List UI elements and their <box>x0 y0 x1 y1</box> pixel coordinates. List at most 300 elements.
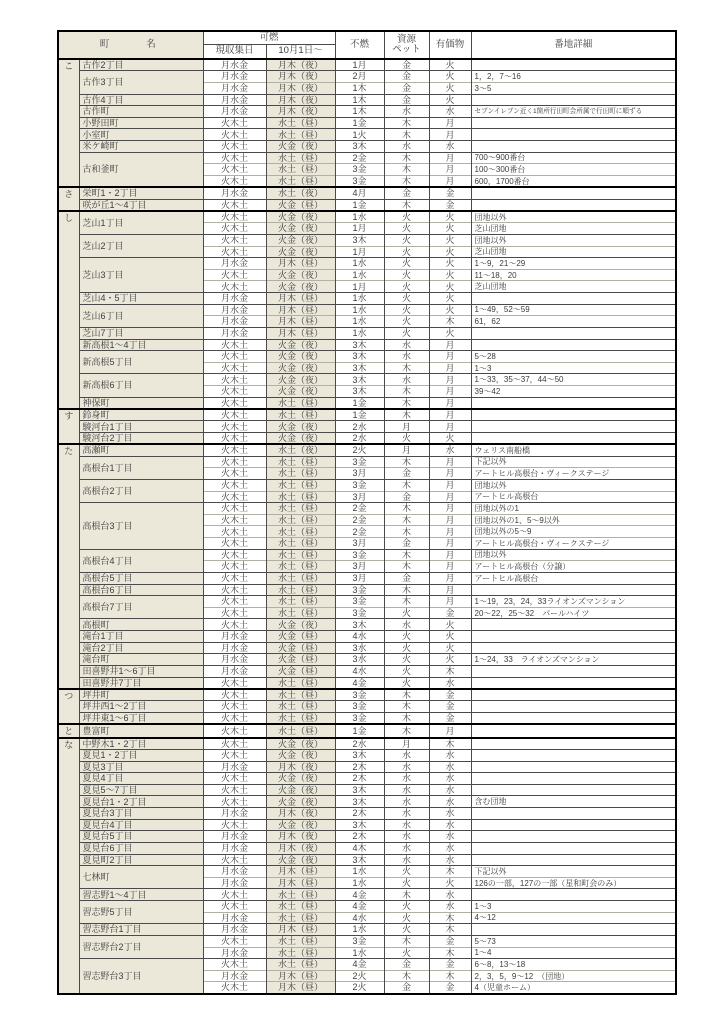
detail-cell: 団地以外の5～9 <box>471 526 676 538</box>
town-name-cell: 中野木1・2丁目 <box>79 738 203 750</box>
nonburnable-cell: 1月 <box>335 59 384 71</box>
table-row <box>58 773 676 785</box>
nonburnable-cell: 3月 <box>335 572 384 584</box>
nonburnable-cell: 4水 <box>335 631 384 643</box>
detail-cell: 1～33，35～37，44～50 <box>471 374 676 386</box>
table-row <box>58 117 676 129</box>
current-days-cell: 火木土 <box>203 749 266 761</box>
nonburnable-cell: 1水 <box>335 947 384 959</box>
new-days-cell: 月木（夜） <box>266 831 335 843</box>
nonburnable-cell: 3木 <box>335 819 384 831</box>
valuables-cell: 月 <box>429 339 471 351</box>
resource-cell: 水 <box>384 619 429 631</box>
nonburnable-cell: 2木 <box>335 808 384 820</box>
nonburnable-cell: 2木 <box>335 831 384 843</box>
new-days-cell: 火金（昼） <box>266 642 335 654</box>
nonburnable-cell: 1水 <box>335 258 384 270</box>
detail-cell: 700～900番台 <box>471 152 676 164</box>
detail-cell <box>471 761 676 773</box>
nonburnable-cell: 3木 <box>335 141 384 153</box>
new-days-cell: 火金（夜） <box>266 211 335 223</box>
town-name-cell: 夏見町2丁目 <box>79 854 203 866</box>
current-days-cell: 火木土 <box>203 701 266 713</box>
current-days-cell: 火木土 <box>203 374 266 386</box>
detail-cell: 600，1700番台 <box>471 175 676 187</box>
resource-cell: 水 <box>384 339 429 351</box>
table-row <box>58 374 676 386</box>
table-row <box>58 842 676 854</box>
new-days-cell: 月木（昼） <box>266 877 335 889</box>
valuables-cell: 月 <box>429 175 471 187</box>
current-days-cell: 月水金 <box>203 187 266 199</box>
nonburnable-cell: 1水 <box>335 877 384 889</box>
town-name-cell: 芝山2丁目 <box>79 234 203 257</box>
new-days-cell: 水土（昼） <box>266 596 335 608</box>
current-days-cell: 火木土 <box>203 129 266 141</box>
valuables-cell: 月 <box>429 724 471 737</box>
table-row <box>58 187 676 199</box>
section-kana-cell: た <box>58 444 79 689</box>
valuables-cell: 月 <box>429 397 471 409</box>
detail-cell: 61，62 <box>471 316 676 328</box>
new-days-cell: 水土（昼） <box>266 561 335 573</box>
table-row <box>58 584 676 596</box>
table-row <box>58 761 676 773</box>
current-days-cell: 火木土 <box>203 223 266 235</box>
current-days-cell: 火木土 <box>203 738 266 750</box>
current-days-cell: 火木土 <box>203 362 266 374</box>
valuables-cell: 木 <box>429 970 471 982</box>
table-row <box>58 572 676 584</box>
nonburnable-cell: 1水 <box>335 293 384 305</box>
new-days-cell: 月木（夜） <box>266 71 335 83</box>
new-days-cell: 水土（夜） <box>266 444 335 456</box>
new-days-cell: 火金（夜） <box>266 433 335 445</box>
current-days-cell: 火木土 <box>203 397 266 409</box>
resource-cell: 木 <box>384 164 429 176</box>
table-row <box>58 409 676 421</box>
table-row <box>58 654 676 666</box>
detail-cell: 1～4 <box>471 947 676 959</box>
resource-cell: 火 <box>384 642 429 654</box>
nonburnable-cell: 4金 <box>335 901 384 913</box>
current-days-cell: 月水金 <box>203 912 266 924</box>
nonburnable-cell: 3木 <box>335 796 384 808</box>
resource-cell: 火 <box>384 433 429 445</box>
resource-cell: 木 <box>384 129 429 141</box>
nonburnable-cell: 3木 <box>335 619 384 631</box>
town-name-cell: 習志野台2丁目 <box>79 935 203 958</box>
valuables-cell: 水 <box>429 784 471 796</box>
nonburnable-cell: 3月 <box>335 468 384 480</box>
new-days-cell: 水土（昼） <box>266 538 335 550</box>
detail-cell: 100～300番台 <box>471 164 676 176</box>
detail-cell <box>471 724 676 737</box>
detail-cell: セブンイレブン近く1箇所行田町会所属で行田町に順ずる <box>471 106 676 118</box>
table-row <box>58 831 676 843</box>
new-days-cell: 水土（昼） <box>266 724 335 737</box>
nonburnable-cell: 3金 <box>335 479 384 491</box>
valuables-cell: 月 <box>429 468 471 480</box>
resource-cell: 水 <box>384 141 429 153</box>
table-row <box>58 819 676 831</box>
resource-cell: 火 <box>384 304 429 316</box>
resource-cell: 水 <box>384 796 429 808</box>
valuables-cell: 水 <box>429 901 471 913</box>
valuables-cell: 金 <box>429 689 471 701</box>
new-days-cell: 火金（昼） <box>266 665 335 677</box>
town-name-cell: 坪井町 <box>79 689 203 701</box>
nonburnable-cell: 1木 <box>335 82 384 94</box>
new-days-cell: 火金（夜） <box>266 386 335 398</box>
detail-cell <box>471 924 676 936</box>
resource-cell: 木 <box>384 362 429 374</box>
resource-cell: 金 <box>384 959 429 971</box>
town-name-cell: 高根台6丁目 <box>79 584 203 596</box>
valuables-cell: 金 <box>429 187 471 199</box>
valuables-cell: 木 <box>429 912 471 924</box>
valuables-cell: 水 <box>429 677 471 689</box>
nonburnable-cell: 1金 <box>335 199 384 211</box>
table-row <box>58 689 676 701</box>
resource-cell: 木 <box>384 712 429 724</box>
resource-cell: 木 <box>384 561 429 573</box>
valuables-cell: 金 <box>429 982 471 994</box>
new-days-cell: 火金（夜） <box>266 234 335 246</box>
valuables-cell: 火 <box>429 94 471 106</box>
detail-cell: 126の一部，127の一部（星和町会のみ） <box>471 877 676 889</box>
detail-cell: 5～73 <box>471 935 676 947</box>
valuables-cell: 木 <box>429 924 471 936</box>
nonburnable-cell: 1月 <box>335 246 384 258</box>
table-row <box>58 935 676 947</box>
detail-cell <box>471 642 676 654</box>
town-name-cell: 鈴身町 <box>79 409 203 421</box>
table-row <box>58 304 676 316</box>
detail-cell: 芝山団地 <box>471 281 676 293</box>
current-days-cell: 火木土 <box>203 549 266 561</box>
valuables-cell: 火 <box>429 642 471 654</box>
valuables-cell: 水 <box>429 842 471 854</box>
table-row <box>58 433 676 445</box>
resource-cell: 木 <box>384 970 429 982</box>
new-days-cell: 火金（夜） <box>266 784 335 796</box>
resource-cell: 金 <box>384 538 429 550</box>
valuables-cell: 金 <box>429 199 471 211</box>
header-from-oct1: 10月1日～ <box>266 45 335 60</box>
resource-cell: 火 <box>384 211 429 223</box>
town-name-cell: 高根台3丁目 <box>79 503 203 550</box>
valuables-cell: 月 <box>429 117 471 129</box>
valuables-cell: 火 <box>429 327 471 339</box>
table-row <box>58 339 676 351</box>
current-days-cell: 火木土 <box>203 784 266 796</box>
nonburnable-cell: 3金 <box>335 607 384 619</box>
nonburnable-cell: 3木 <box>335 784 384 796</box>
valuables-cell: 水 <box>429 889 471 901</box>
current-days-cell: 火木土 <box>203 117 266 129</box>
town-name-cell: 古作2丁目 <box>79 59 203 71</box>
current-days-cell: 火木土 <box>203 689 266 701</box>
collection-schedule-sheet <box>57 30 677 995</box>
resource-cell: 木 <box>384 526 429 538</box>
new-days-cell: 月木（昼） <box>266 316 335 328</box>
detail-cell <box>471 129 676 141</box>
nonburnable-cell: 3木 <box>335 386 384 398</box>
town-name-cell: 高根台2丁目 <box>79 479 203 502</box>
header-current-days: 現収集日 <box>203 45 266 60</box>
nonburnable-cell: 2火 <box>335 444 384 456</box>
valuables-cell: 火 <box>429 654 471 666</box>
nonburnable-cell: 4水 <box>335 665 384 677</box>
valuables-cell: 火 <box>429 304 471 316</box>
table-row <box>58 479 676 491</box>
valuables-cell: 火 <box>429 211 471 223</box>
resource-cell: 木 <box>384 152 429 164</box>
valuables-cell: 木 <box>429 947 471 959</box>
table-row <box>58 152 676 164</box>
valuables-cell: 水 <box>429 106 471 118</box>
valuables-cell: 火 <box>429 281 471 293</box>
valuables-cell: 水 <box>429 141 471 153</box>
current-days-cell: 月水金 <box>203 327 266 339</box>
detail-cell: アートヒル高根台・ヴィークステージ <box>471 468 676 480</box>
nonburnable-cell: 1水 <box>335 211 384 223</box>
new-days-cell: 水土（昼） <box>266 456 335 468</box>
nonburnable-cell: 3木 <box>335 339 384 351</box>
valuables-cell: 火 <box>429 246 471 258</box>
new-days-cell: 月木（昼） <box>266 970 335 982</box>
nonburnable-cell: 3水 <box>335 654 384 666</box>
new-days-cell: 火金（夜） <box>266 351 335 363</box>
new-days-cell: 月木（夜） <box>266 94 335 106</box>
current-days-cell: 火木土 <box>203 421 266 433</box>
detail-cell <box>471 819 676 831</box>
town-name-cell: 高根町 <box>79 619 203 631</box>
valuables-cell: 月 <box>429 596 471 608</box>
town-name-cell: 駿河台1丁目 <box>79 421 203 433</box>
town-name-cell: 小室町 <box>79 129 203 141</box>
resource-cell: 木 <box>384 514 429 526</box>
current-days-cell: 月水金 <box>203 665 266 677</box>
table-row <box>58 889 676 901</box>
town-name-cell: 夏見5～7丁目 <box>79 784 203 796</box>
valuables-cell: 水 <box>429 761 471 773</box>
town-name-cell: 夏見台3丁目 <box>79 808 203 820</box>
nonburnable-cell: 3木 <box>335 351 384 363</box>
table-row <box>58 71 676 83</box>
current-days-cell: 月水金 <box>203 831 266 843</box>
table-row <box>58 327 676 339</box>
new-days-cell: 火金（夜） <box>266 773 335 785</box>
valuables-cell: 月 <box>429 351 471 363</box>
new-days-cell: 火金（夜） <box>266 796 335 808</box>
resource-cell: 火 <box>384 258 429 270</box>
nonburnable-cell: 2水 <box>335 421 384 433</box>
resource-cell: 火 <box>384 877 429 889</box>
valuables-cell: 火 <box>429 258 471 270</box>
valuables-cell: 水 <box>429 854 471 866</box>
current-days-cell: 月水金 <box>203 631 266 643</box>
current-days-cell: 火木土 <box>203 433 266 445</box>
current-days-cell: 月水金 <box>203 293 266 305</box>
resource-cell: 火 <box>384 269 429 281</box>
valuables-cell: 火 <box>429 82 471 94</box>
current-days-cell: 月水金 <box>203 258 266 270</box>
new-days-cell: 水土（昼） <box>266 152 335 164</box>
new-days-cell: 月木（昼） <box>266 293 335 305</box>
current-days-cell: 火木土 <box>203 619 266 631</box>
town-name-cell: 夏見台4丁目 <box>79 819 203 831</box>
detail-cell <box>471 433 676 445</box>
new-days-cell: 水土（昼） <box>266 959 335 971</box>
table-row <box>58 456 676 468</box>
nonburnable-cell: 3金 <box>335 689 384 701</box>
detail-cell <box>471 421 676 433</box>
nonburnable-cell: 1金 <box>335 724 384 737</box>
table-row <box>58 211 676 223</box>
current-days-cell: 火木土 <box>203 409 266 421</box>
new-days-cell: 水土（昼） <box>266 584 335 596</box>
nonburnable-cell: 3月 <box>335 491 384 503</box>
current-days-cell: 火木土 <box>203 152 266 164</box>
new-days-cell: 水土（昼） <box>266 491 335 503</box>
current-days-cell: 火木土 <box>203 773 266 785</box>
detail-cell <box>471 339 676 351</box>
detail-cell: アートヒル高根台 <box>471 491 676 503</box>
valuables-cell: 月 <box>429 561 471 573</box>
town-name-cell: 習志野台3丁目 <box>79 959 203 994</box>
new-days-cell: 水土（夜） <box>266 187 335 199</box>
detail-cell: 20～22，25～32 パールハイツ <box>471 607 676 619</box>
town-name-cell: 咲が丘1～4丁目 <box>79 199 203 211</box>
new-days-cell: 水土（昼） <box>266 912 335 924</box>
detail-cell: 6～8，13～18 <box>471 959 676 971</box>
detail-cell: 4（児童ホーム） <box>471 982 676 994</box>
current-days-cell: 火木土 <box>203 959 266 971</box>
resource-cell: 金 <box>384 572 429 584</box>
new-days-cell: 水土（昼） <box>266 164 335 176</box>
nonburnable-cell: 3木 <box>335 374 384 386</box>
detail-cell: 2，3，5，9～12 （団地） <box>471 970 676 982</box>
town-name-cell: 芝山3丁目 <box>79 258 203 293</box>
detail-cell: 下記以外 <box>471 456 676 468</box>
valuables-cell: 月 <box>429 409 471 421</box>
current-days-cell: 火木土 <box>203 854 266 866</box>
detail-cell: 4～12 <box>471 912 676 924</box>
new-days-cell: 月木（昼） <box>266 327 335 339</box>
nonburnable-cell: 4金 <box>335 889 384 901</box>
nonburnable-cell: 3水 <box>335 642 384 654</box>
current-days-cell: 火木土 <box>203 141 266 153</box>
valuables-cell: 火 <box>429 71 471 83</box>
detail-cell: 39～42 <box>471 386 676 398</box>
nonburnable-cell: 3金 <box>335 175 384 187</box>
current-days-cell: 火木土 <box>203 491 266 503</box>
valuables-cell: 火 <box>429 234 471 246</box>
detail-cell <box>471 397 676 409</box>
resource-cell: 金 <box>384 71 429 83</box>
current-days-cell: 火木土 <box>203 935 266 947</box>
detail-cell: 1，2，7～16 <box>471 71 676 83</box>
detail-cell <box>471 584 676 596</box>
valuables-cell: 月 <box>429 538 471 550</box>
town-name-cell: 田喜野井1～6丁目 <box>79 665 203 677</box>
table-row <box>58 959 676 971</box>
valuables-cell: 月 <box>429 479 471 491</box>
valuables-cell: 火 <box>429 619 471 631</box>
nonburnable-cell: 2水 <box>335 738 384 750</box>
resource-cell: 金 <box>384 982 429 994</box>
current-days-cell: 火木土 <box>203 607 266 619</box>
current-days-cell: 月水金 <box>203 71 266 83</box>
valuables-cell: 火 <box>429 631 471 643</box>
new-days-cell: 火金（昼） <box>266 631 335 643</box>
current-days-cell: 月水金 <box>203 106 266 118</box>
valuables-cell: 月 <box>429 374 471 386</box>
detail-cell: 1～49，52～59 <box>471 304 676 316</box>
detail-cell: 1～24，33 ライオンズマンション <box>471 654 676 666</box>
valuables-cell: 水 <box>429 444 471 456</box>
resource-cell: 木 <box>384 175 429 187</box>
resource-cell: 水 <box>384 773 429 785</box>
valuables-cell: 金 <box>429 607 471 619</box>
resource-cell: 金 <box>384 468 429 480</box>
resource-cell: 火 <box>384 631 429 643</box>
new-days-cell: 月木（夜） <box>266 842 335 854</box>
town-name-cell: 神保町 <box>79 397 203 409</box>
new-days-cell: 水土（昼） <box>266 468 335 480</box>
table-row <box>58 397 676 409</box>
town-name-cell: 米ケ崎町 <box>79 141 203 153</box>
table-row <box>58 712 676 724</box>
town-name-cell: 小野田町 <box>79 117 203 129</box>
table-row <box>58 106 676 118</box>
current-days-cell: 月水金 <box>203 82 266 94</box>
valuables-cell: 金 <box>429 712 471 724</box>
detail-cell: 1～3 <box>471 901 676 913</box>
valuables-cell: 水 <box>429 796 471 808</box>
valuables-cell: 木 <box>429 665 471 677</box>
current-days-cell: 火木土 <box>203 199 266 211</box>
valuables-cell: 木 <box>429 738 471 750</box>
nonburnable-cell: 3金 <box>335 596 384 608</box>
current-days-cell: 月水金 <box>203 924 266 936</box>
table-row <box>58 866 676 878</box>
resource-cell: 木 <box>384 689 429 701</box>
table-row <box>58 784 676 796</box>
resource-cell: 水 <box>384 351 429 363</box>
valuables-cell: 月 <box>429 386 471 398</box>
current-days-cell: 火木土 <box>203 468 266 480</box>
current-days-cell: 月水金 <box>203 866 266 878</box>
current-days-cell: 月水金 <box>203 642 266 654</box>
table-row <box>58 503 676 515</box>
valuables-cell: 月 <box>429 491 471 503</box>
current-days-cell: 火木土 <box>203 444 266 456</box>
section-kana-cell: つ <box>58 689 79 724</box>
table-row <box>58 808 676 820</box>
table-row <box>58 59 676 71</box>
resource-cell: 金 <box>384 82 429 94</box>
nonburnable-cell: 1水 <box>335 866 384 878</box>
valuables-cell: 月 <box>429 129 471 141</box>
resource-cell: 月 <box>384 444 429 456</box>
town-name-cell: 高根台7丁目 <box>79 596 203 619</box>
detail-cell <box>471 293 676 305</box>
resource-cell: 火 <box>384 947 429 959</box>
resource-cell: 木 <box>384 503 429 515</box>
